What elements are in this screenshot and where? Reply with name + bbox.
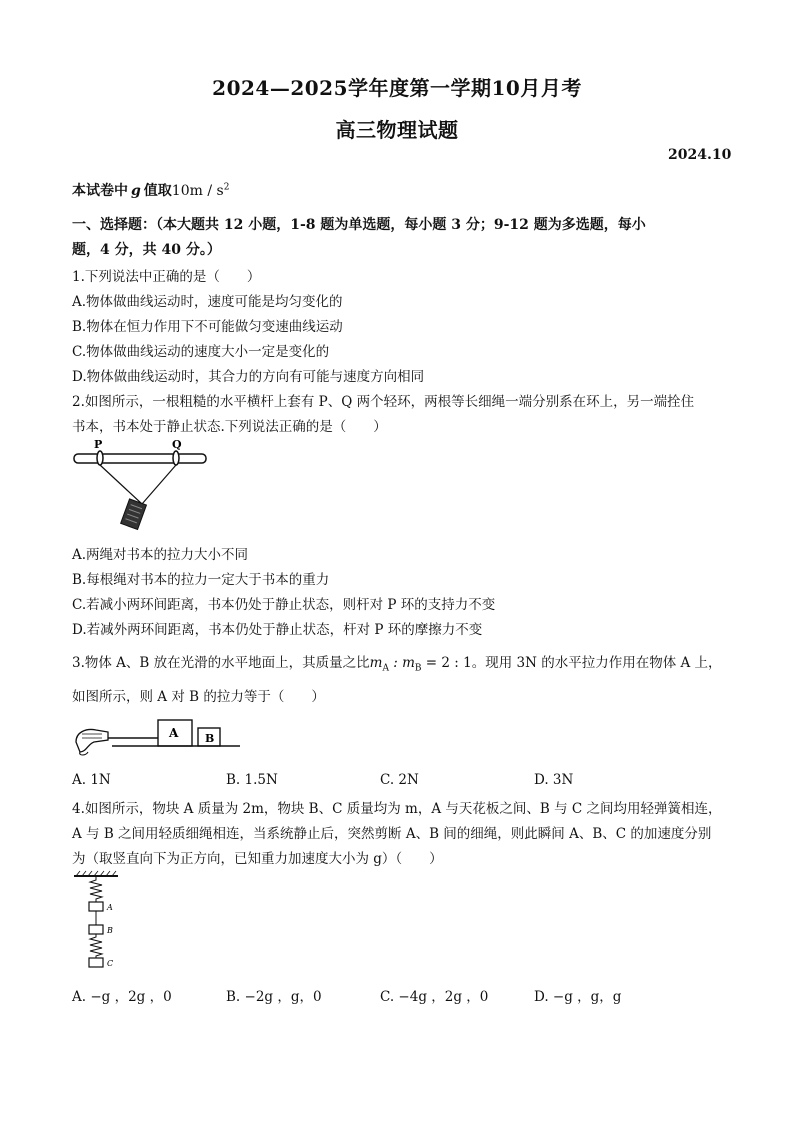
q3-figure xyxy=(72,712,242,758)
block-b xyxy=(89,925,103,934)
g-note-mid: 值取 xyxy=(143,183,172,199)
q3-stem-line2: 如图所示，则 A 对 B 的拉力等于（ ） xyxy=(72,689,325,705)
q3-stem-line1 xyxy=(72,651,722,674)
q4-stem-line3: 为（取竖直向下为正方向，已知重力加速度大小为 g）（ ） xyxy=(72,851,443,867)
label-p: P xyxy=(94,438,103,451)
q3-ratio-a: A xyxy=(382,663,389,674)
block-c-label: C xyxy=(107,959,114,968)
section1-line2: 题，4 分，共 40 分。） xyxy=(72,242,221,258)
q2-option-c: C.若减小两环间距离，书本仍处于静止状态，则杆对 P 环的支持力不变 xyxy=(72,597,496,613)
spring-top xyxy=(90,876,102,902)
q3-option-a: A. 1N xyxy=(72,772,111,788)
exam-date: 2024.10 xyxy=(668,147,732,163)
block-a xyxy=(89,902,103,911)
q2-option-d: D.若减外两环间距离，书本仍处于静止状态，杆对 P 环的摩擦力不变 xyxy=(72,622,483,638)
q3-option-c: C. 2N xyxy=(380,772,419,788)
q3-ratio-mid: : m xyxy=(388,655,415,671)
block-a-label: A xyxy=(107,903,113,912)
q3-option-b: B. 1.5N xyxy=(226,772,278,788)
exam-subtitle: 高三物理试题 xyxy=(335,118,459,142)
ring-p xyxy=(97,451,103,465)
q2-figure xyxy=(70,436,210,536)
rope-left xyxy=(100,465,142,504)
g-note-prefix: 本试卷中 xyxy=(72,183,128,199)
q3-option-d: D. 3N xyxy=(534,772,574,788)
q4-stem-line2: A 与 B 之间用轻质细绳相连，当系统静止后，突然剪断 A、B 间的细绳，则此瞬间 A、B、C 的加速度分别 xyxy=(72,826,712,842)
hand-icon xyxy=(76,730,108,756)
g-note-sup: 2 xyxy=(223,182,230,193)
q4-option-c: C. −4g ，2g ，0 xyxy=(380,989,489,1005)
q2-option-b: B.每根绳对书本的拉力一定大于书本的重力 xyxy=(72,572,330,588)
q1-option-d: D.物体做曲线运动时，其合力的方向有可能与速度方向相同 xyxy=(72,369,425,385)
q1-option-c: C.物体做曲线运动的速度大小一定是变化的 xyxy=(72,344,330,360)
q4-stem-line1: 4.如图所示，物块 A 质量为 2m，物块 B、C 质量均为 m，A 与天花板之间、B 与 C 之间均用轻弹簧相连， xyxy=(72,801,722,817)
spring-bc xyxy=(90,934,102,958)
g-note-var: g xyxy=(131,183,141,199)
q2-stem-line1: 2.如图所示，一根粗糙的水平横杆上套有 P、Q 两个轻环，两根等长细绳一端分别系在环上，另一端拴住 xyxy=(72,394,695,410)
q3-ratio-b: B xyxy=(414,663,422,674)
exam-title: 2024—2025学年度第一学期10月月考 xyxy=(212,76,582,100)
q3-stem-part2: 。现用 3N 的水平拉力作用在物体 A 上， xyxy=(471,655,722,671)
horizontal-rod xyxy=(74,454,206,463)
label-q: Q xyxy=(172,438,182,451)
g-note-val: 10m / s xyxy=(171,183,224,199)
ring-q xyxy=(173,451,179,465)
rope-right xyxy=(142,465,176,504)
q2-option-a: A.两绳对书本的拉力大小不同 xyxy=(72,547,249,563)
q1-stem: 1.下列说法中正确的是（ ） xyxy=(72,269,261,285)
book xyxy=(121,499,147,530)
q1-option-b: B.物体在恒力作用下不可能做匀变速曲线运动 xyxy=(72,319,343,335)
block-c xyxy=(89,958,103,967)
q4-option-a: A. −g ，2g ，0 xyxy=(72,989,172,1005)
g-note xyxy=(72,180,229,200)
q2-stem-line2: 书本，书本处于静止状态.下列说法正确的是（ ） xyxy=(72,419,387,435)
block-b-label: B xyxy=(107,926,113,935)
block-a-label: A xyxy=(169,726,179,740)
q4-option-b: B. −2g ，g，0 xyxy=(226,989,322,1005)
q4-figure xyxy=(72,870,132,972)
section1-line1: 一、选择题：（本大题共 12 小题，1-8 题为单选题，每小题 3 分；9-12 题为多选题，每小 xyxy=(72,217,646,233)
block-b-label: B xyxy=(205,732,215,745)
q1-option-a: A.物体做曲线运动时，速度可能是均匀变化的 xyxy=(72,294,343,310)
q3-ratio-end: = 2 : 1 xyxy=(421,655,472,671)
q4-option-d: D. −g ，g，g xyxy=(534,989,622,1005)
q3-stem-part1: 3.物体 A、B 放在光滑的水平地面上，其质量之比 xyxy=(72,655,370,671)
q3-ratio-m: m xyxy=(369,655,383,671)
